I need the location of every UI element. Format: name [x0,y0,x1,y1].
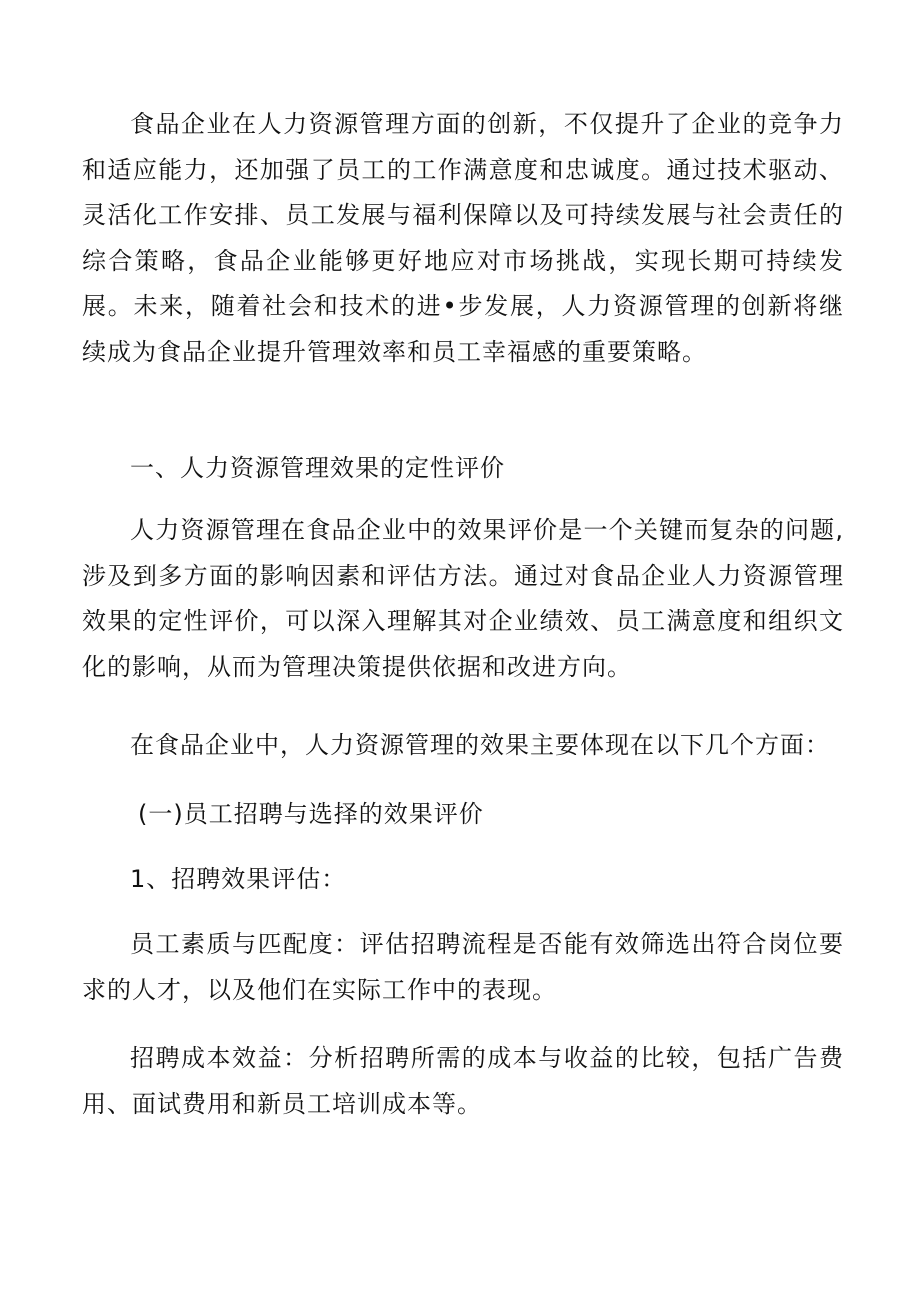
item-heading: 1、招聘效果评估： [130,865,347,893]
evaluation-paragraph-1: 员工素质与匹配度：评估招聘流程是否能有效筛选出符合岗位要求的人才，以及他们在实际工作中的表现。 [82,930,844,1004]
evaluation-paragraph-2: 招聘成本效益：分析招聘所需的成本与收益的比较，包括广告费用、面试费用和新员工培训成本等。 [82,1044,844,1118]
section-heading: 一、人力资源管理效果的定性评价 [130,454,505,482]
summary-sentence: 在食品企业中，人力资源管理的效果主要体现在以下几个方面： [130,731,830,759]
intro-paragraph: 食品企业在人力资源管理方面的创新，不仅提升了企业的竞争力和适应能力，还加强了员工的工作满意度和忠诚度。通过技术驱动、灵活化工作安排、员工发展与福利保障以及可持续发展与社会责任的综合策略，食品企业能够更好地应对市场挑战，实现长期可持续发展。未来，随着社会和技术的进•步发展，人力资源管理的创新将继续成为食品企业提升管理效率和员工幸福感的重要策略。 [82,110,844,366]
subsection-heading: (一)员工招聘与选择的效果评价 [138,800,484,828]
section-paragraph: 人力资源管理在食品企业中的效果评价是一个关键而复杂的问题,涉及到多方面的影响因素和评估方法。通过对食品企业人力资源管理效果的定性评价，可以深入理解其对企业绩效、员工满意度和组织文化的影响，从而为管理决策提供依据和改进方向。 [82,516,844,681]
